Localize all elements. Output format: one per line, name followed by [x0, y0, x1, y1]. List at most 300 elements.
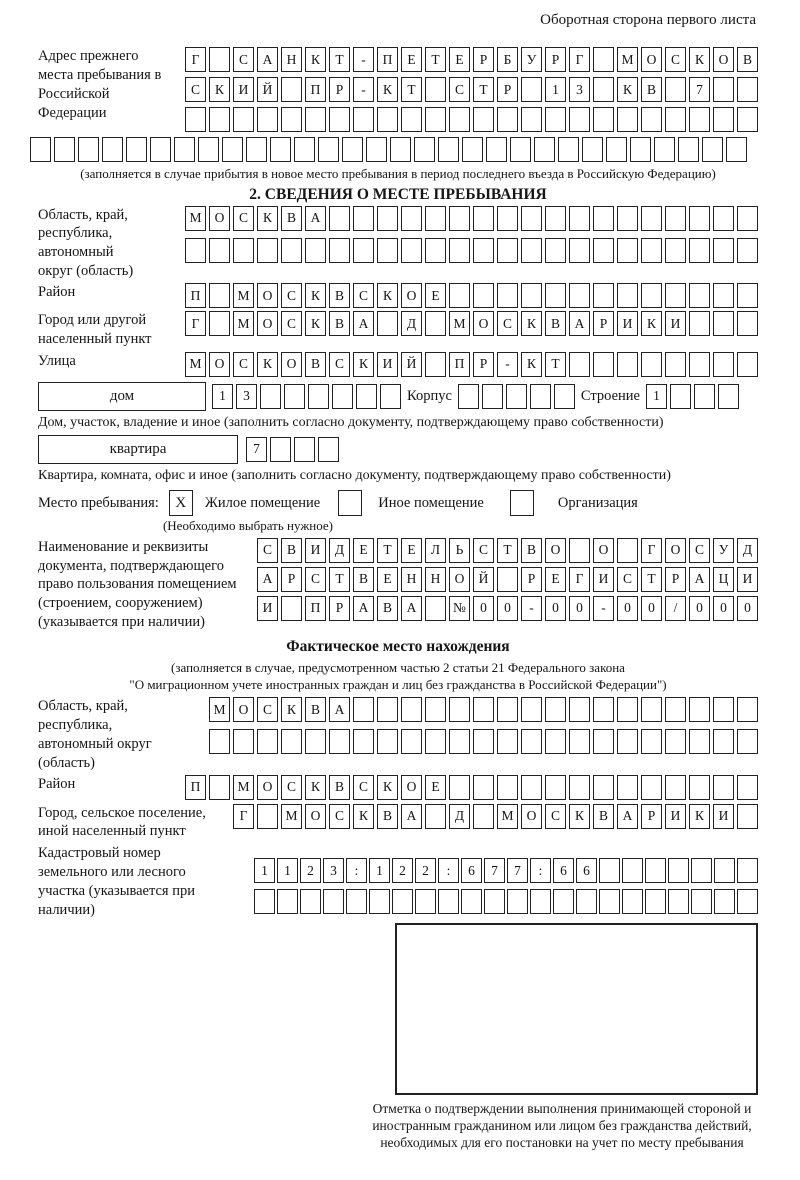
char-cell[interactable]: [308, 384, 329, 409]
char-cell[interactable]: [277, 889, 298, 914]
char-cell[interactable]: [284, 384, 305, 409]
char-cell[interactable]: [353, 729, 374, 754]
char-cell[interactable]: О: [305, 804, 326, 829]
char-cell[interactable]: [281, 107, 302, 132]
char-cell[interactable]: 3: [323, 858, 344, 883]
char-cell[interactable]: В: [521, 538, 542, 563]
char-cell[interactable]: [497, 206, 518, 231]
char-cell[interactable]: О: [641, 47, 662, 72]
char-cell[interactable]: [346, 889, 367, 914]
char-cell[interactable]: Н: [425, 567, 446, 592]
char-cell[interactable]: Ь: [449, 538, 470, 563]
char-cell[interactable]: [473, 238, 494, 263]
char-cell[interactable]: [737, 352, 758, 377]
char-cell[interactable]: М: [233, 775, 254, 800]
char-cell[interactable]: Г: [185, 311, 206, 336]
char-cell[interactable]: К: [521, 352, 542, 377]
char-cell[interactable]: [185, 107, 206, 132]
char-cell[interactable]: [689, 775, 710, 800]
char-cell[interactable]: [473, 283, 494, 308]
char-cell[interactable]: [630, 137, 651, 162]
char-cell[interactable]: [654, 137, 675, 162]
char-cell[interactable]: [718, 384, 739, 409]
char-cell[interactable]: [174, 137, 195, 162]
char-cell[interactable]: [270, 437, 291, 462]
char-cell[interactable]: О: [209, 206, 230, 231]
char-cell[interactable]: [691, 858, 712, 883]
char-cell[interactable]: [323, 889, 344, 914]
char-cell[interactable]: [521, 775, 542, 800]
char-cell[interactable]: [714, 889, 735, 914]
char-cell[interactable]: С: [233, 352, 254, 377]
char-cell[interactable]: С: [329, 804, 350, 829]
char-cell[interactable]: [617, 697, 638, 722]
char-cell[interactable]: [593, 729, 614, 754]
char-cell[interactable]: [473, 206, 494, 231]
char-cell[interactable]: С: [257, 538, 278, 563]
char-cell[interactable]: Й: [257, 77, 278, 102]
char-cell[interactable]: [222, 137, 243, 162]
char-cell[interactable]: И: [257, 596, 278, 621]
char-cell[interactable]: [377, 729, 398, 754]
char-cell[interactable]: 0: [689, 596, 710, 621]
char-cell[interactable]: [641, 775, 662, 800]
char-cell[interactable]: К: [353, 352, 374, 377]
char-cell[interactable]: В: [305, 697, 326, 722]
char-cell[interactable]: В: [737, 47, 758, 72]
char-cell[interactable]: С: [257, 697, 278, 722]
char-cell[interactable]: [246, 137, 267, 162]
char-cell[interactable]: [78, 137, 99, 162]
char-cell[interactable]: [713, 311, 734, 336]
char-cell[interactable]: [569, 775, 590, 800]
char-cell[interactable]: [617, 238, 638, 263]
char-cell[interactable]: О: [257, 311, 278, 336]
char-cell[interactable]: К: [281, 697, 302, 722]
char-cell[interactable]: М: [617, 47, 638, 72]
char-cell[interactable]: :: [530, 858, 551, 883]
char-cell[interactable]: [665, 238, 686, 263]
char-cell[interactable]: [377, 311, 398, 336]
char-cell[interactable]: [294, 437, 315, 462]
char-cell[interactable]: [449, 283, 470, 308]
char-cell[interactable]: №: [449, 596, 470, 621]
char-cell[interactable]: С: [617, 567, 638, 592]
char-cell[interactable]: В: [593, 804, 614, 829]
char-cell[interactable]: И: [665, 311, 686, 336]
char-cell[interactable]: [545, 775, 566, 800]
char-cell[interactable]: [461, 889, 482, 914]
char-cell[interactable]: [678, 137, 699, 162]
char-cell[interactable]: [569, 538, 590, 563]
char-cell[interactable]: [641, 107, 662, 132]
char-cell[interactable]: -: [497, 352, 518, 377]
char-cell[interactable]: О: [281, 352, 302, 377]
char-cell[interactable]: [150, 137, 171, 162]
char-cell[interactable]: [233, 107, 254, 132]
char-cell[interactable]: [473, 729, 494, 754]
char-cell[interactable]: [401, 697, 422, 722]
char-cell[interactable]: О: [209, 352, 230, 377]
char-cell[interactable]: Д: [329, 538, 350, 563]
char-cell[interactable]: М: [281, 804, 302, 829]
char-cell[interactable]: [356, 384, 377, 409]
char-cell[interactable]: [392, 889, 413, 914]
char-cell[interactable]: [641, 352, 662, 377]
char-cell[interactable]: [569, 283, 590, 308]
char-cell[interactable]: [689, 107, 710, 132]
char-cell[interactable]: В: [329, 311, 350, 336]
char-cell[interactable]: С: [233, 206, 254, 231]
char-cell[interactable]: С: [281, 311, 302, 336]
char-cell[interactable]: Г: [233, 804, 254, 829]
char-cell[interactable]: К: [689, 47, 710, 72]
char-cell[interactable]: 2: [415, 858, 436, 883]
char-cell[interactable]: Р: [593, 311, 614, 336]
char-cell[interactable]: О: [449, 567, 470, 592]
char-cell[interactable]: 2: [392, 858, 413, 883]
char-cell[interactable]: [353, 238, 374, 263]
char-cell[interactable]: О: [593, 538, 614, 563]
char-cell[interactable]: [689, 311, 710, 336]
char-cell[interactable]: [713, 238, 734, 263]
char-cell[interactable]: [449, 729, 470, 754]
char-cell[interactable]: В: [377, 596, 398, 621]
char-cell[interactable]: [281, 238, 302, 263]
char-cell[interactable]: -: [521, 596, 542, 621]
char-cell[interactable]: А: [305, 206, 326, 231]
char-cell[interactable]: К: [305, 311, 326, 336]
char-cell[interactable]: [377, 206, 398, 231]
char-cell[interactable]: С: [689, 538, 710, 563]
char-cell[interactable]: [689, 352, 710, 377]
char-cell[interactable]: [689, 283, 710, 308]
char-cell[interactable]: [305, 729, 326, 754]
char-cell[interactable]: [209, 107, 230, 132]
char-cell[interactable]: Е: [425, 283, 446, 308]
char-cell[interactable]: Р: [641, 804, 662, 829]
char-cell[interactable]: 1: [212, 384, 233, 409]
char-cell[interactable]: П: [185, 283, 206, 308]
char-cell[interactable]: Б: [497, 47, 518, 72]
char-cell[interactable]: 0: [569, 596, 590, 621]
char-cell[interactable]: Г: [185, 47, 206, 72]
char-cell[interactable]: [329, 238, 350, 263]
char-cell[interactable]: В: [329, 775, 350, 800]
char-cell[interactable]: Р: [521, 567, 542, 592]
char-cell[interactable]: Р: [665, 567, 686, 592]
char-cell[interactable]: [641, 697, 662, 722]
char-cell[interactable]: [318, 137, 339, 162]
char-cell[interactable]: [209, 729, 230, 754]
char-cell[interactable]: Г: [569, 47, 590, 72]
char-cell[interactable]: О: [473, 311, 494, 336]
char-cell[interactable]: [497, 729, 518, 754]
char-cell[interactable]: [617, 206, 638, 231]
char-cell[interactable]: [257, 729, 278, 754]
char-cell[interactable]: -: [353, 47, 374, 72]
char-cell[interactable]: 6: [576, 858, 597, 883]
char-cell[interactable]: П: [305, 77, 326, 102]
char-cell[interactable]: И: [593, 567, 614, 592]
char-cell[interactable]: [553, 889, 574, 914]
char-cell[interactable]: [425, 77, 446, 102]
char-cell[interactable]: [449, 238, 470, 263]
char-cell[interactable]: К: [209, 77, 230, 102]
char-cell[interactable]: [401, 238, 422, 263]
char-cell[interactable]: [737, 77, 758, 102]
checkbox-residential[interactable]: X: [169, 490, 193, 516]
char-cell[interactable]: [521, 206, 542, 231]
char-cell[interactable]: [737, 729, 758, 754]
char-cell[interactable]: В: [281, 206, 302, 231]
char-cell[interactable]: [425, 697, 446, 722]
char-cell[interactable]: В: [281, 538, 302, 563]
char-cell[interactable]: В: [545, 311, 566, 336]
char-cell[interactable]: К: [257, 352, 278, 377]
char-cell[interactable]: [209, 47, 230, 72]
char-cell[interactable]: [473, 775, 494, 800]
char-cell[interactable]: [593, 206, 614, 231]
char-cell[interactable]: [713, 775, 734, 800]
char-cell[interactable]: [449, 206, 470, 231]
char-cell[interactable]: И: [233, 77, 254, 102]
char-cell[interactable]: [737, 858, 758, 883]
char-cell[interactable]: [521, 238, 542, 263]
char-cell[interactable]: [530, 889, 551, 914]
char-cell[interactable]: [521, 77, 542, 102]
char-cell[interactable]: М: [209, 697, 230, 722]
char-cell[interactable]: [737, 311, 758, 336]
checkbox-organization[interactable]: [510, 490, 534, 516]
char-cell[interactable]: В: [329, 283, 350, 308]
char-cell[interactable]: [606, 137, 627, 162]
char-cell[interactable]: [617, 538, 638, 563]
char-cell[interactable]: [665, 206, 686, 231]
char-cell[interactable]: М: [449, 311, 470, 336]
char-cell[interactable]: 0: [641, 596, 662, 621]
char-cell[interactable]: [617, 107, 638, 132]
char-cell[interactable]: С: [449, 77, 470, 102]
char-cell[interactable]: [353, 206, 374, 231]
char-cell[interactable]: И: [665, 804, 686, 829]
char-cell[interactable]: [545, 206, 566, 231]
char-cell[interactable]: 0: [617, 596, 638, 621]
char-cell[interactable]: [257, 238, 278, 263]
char-cell[interactable]: [665, 352, 686, 377]
char-cell[interactable]: 7: [484, 858, 505, 883]
char-cell[interactable]: [486, 137, 507, 162]
char-cell[interactable]: Р: [545, 47, 566, 72]
char-cell[interactable]: [713, 283, 734, 308]
char-cell[interactable]: А: [329, 697, 350, 722]
char-cell[interactable]: [713, 77, 734, 102]
char-cell[interactable]: [737, 206, 758, 231]
char-cell[interactable]: [737, 697, 758, 722]
char-cell[interactable]: Г: [569, 567, 590, 592]
char-cell[interactable]: Ц: [713, 567, 734, 592]
char-cell[interactable]: О: [257, 283, 278, 308]
char-cell[interactable]: [694, 384, 715, 409]
char-cell[interactable]: [689, 206, 710, 231]
char-cell[interactable]: [401, 729, 422, 754]
char-cell[interactable]: И: [617, 311, 638, 336]
char-cell[interactable]: [497, 107, 518, 132]
char-cell[interactable]: [545, 107, 566, 132]
char-cell[interactable]: К: [689, 804, 710, 829]
char-cell[interactable]: П: [185, 775, 206, 800]
checkbox-other-premises[interactable]: [338, 490, 362, 516]
char-cell[interactable]: [415, 889, 436, 914]
char-cell[interactable]: 1: [369, 858, 390, 883]
char-cell[interactable]: Т: [545, 352, 566, 377]
char-cell[interactable]: [569, 238, 590, 263]
char-cell[interactable]: С: [665, 47, 686, 72]
char-cell[interactable]: К: [305, 283, 326, 308]
char-cell[interactable]: С: [185, 77, 206, 102]
char-cell[interactable]: С: [305, 567, 326, 592]
char-cell[interactable]: [260, 384, 281, 409]
char-cell[interactable]: [569, 107, 590, 132]
char-cell[interactable]: [497, 775, 518, 800]
char-cell[interactable]: 3: [569, 77, 590, 102]
char-cell[interactable]: Е: [401, 47, 422, 72]
char-cell[interactable]: [668, 858, 689, 883]
char-cell[interactable]: [401, 107, 422, 132]
char-cell[interactable]: Г: [641, 538, 662, 563]
char-cell[interactable]: [617, 352, 638, 377]
char-cell[interactable]: [737, 889, 758, 914]
char-cell[interactable]: [300, 889, 321, 914]
char-cell[interactable]: О: [545, 538, 566, 563]
char-cell[interactable]: С: [353, 283, 374, 308]
char-cell[interactable]: [521, 729, 542, 754]
char-cell[interactable]: [713, 729, 734, 754]
char-cell[interactable]: А: [401, 596, 422, 621]
char-cell[interactable]: [281, 77, 302, 102]
char-cell[interactable]: С: [473, 538, 494, 563]
char-cell[interactable]: 7: [507, 858, 528, 883]
char-cell[interactable]: [599, 858, 620, 883]
char-cell[interactable]: [713, 352, 734, 377]
char-cell[interactable]: Н: [281, 47, 302, 72]
char-cell[interactable]: А: [401, 804, 422, 829]
char-cell[interactable]: М: [185, 206, 206, 231]
char-cell[interactable]: [521, 697, 542, 722]
char-cell[interactable]: [593, 697, 614, 722]
char-cell[interactable]: [737, 238, 758, 263]
char-cell[interactable]: [641, 238, 662, 263]
char-cell[interactable]: [198, 137, 219, 162]
char-cell[interactable]: Т: [473, 77, 494, 102]
char-cell[interactable]: Е: [449, 47, 470, 72]
char-cell[interactable]: Т: [401, 77, 422, 102]
char-cell[interactable]: У: [521, 47, 542, 72]
char-cell[interactable]: [209, 238, 230, 263]
char-cell[interactable]: Р: [329, 77, 350, 102]
char-cell[interactable]: [506, 384, 527, 409]
char-cell[interactable]: А: [257, 567, 278, 592]
char-cell[interactable]: С: [329, 352, 350, 377]
char-cell[interactable]: Т: [425, 47, 446, 72]
char-cell[interactable]: [332, 384, 353, 409]
char-cell[interactable]: [329, 206, 350, 231]
char-cell[interactable]: 0: [545, 596, 566, 621]
char-cell[interactable]: [545, 697, 566, 722]
char-cell[interactable]: И: [737, 567, 758, 592]
char-cell[interactable]: [558, 137, 579, 162]
char-cell[interactable]: Т: [329, 567, 350, 592]
char-cell[interactable]: [569, 729, 590, 754]
char-cell[interactable]: [473, 697, 494, 722]
char-cell[interactable]: [593, 352, 614, 377]
char-cell[interactable]: [576, 889, 597, 914]
char-cell[interactable]: Т: [641, 567, 662, 592]
char-cell[interactable]: В: [353, 567, 374, 592]
char-cell[interactable]: М: [497, 804, 518, 829]
char-cell[interactable]: [530, 384, 551, 409]
char-cell[interactable]: Р: [473, 352, 494, 377]
char-cell[interactable]: 2: [300, 858, 321, 883]
char-cell[interactable]: [737, 107, 758, 132]
char-cell[interactable]: 0: [473, 596, 494, 621]
char-cell[interactable]: А: [689, 567, 710, 592]
char-cell[interactable]: [713, 697, 734, 722]
char-cell[interactable]: И: [305, 538, 326, 563]
char-cell[interactable]: [668, 889, 689, 914]
char-cell[interactable]: К: [521, 311, 542, 336]
char-cell[interactable]: [689, 238, 710, 263]
char-cell[interactable]: [593, 238, 614, 263]
char-cell[interactable]: [497, 697, 518, 722]
char-cell[interactable]: С: [497, 311, 518, 336]
char-cell[interactable]: [593, 47, 614, 72]
char-cell[interactable]: [281, 596, 302, 621]
char-cell[interactable]: У: [713, 538, 734, 563]
char-cell[interactable]: О: [713, 47, 734, 72]
char-cell[interactable]: [599, 889, 620, 914]
char-cell[interactable]: [185, 238, 206, 263]
char-cell[interactable]: [30, 137, 51, 162]
char-cell[interactable]: [342, 137, 363, 162]
char-cell[interactable]: [617, 775, 638, 800]
char-cell[interactable]: Р: [497, 77, 518, 102]
char-cell[interactable]: 0: [497, 596, 518, 621]
char-cell[interactable]: П: [377, 47, 398, 72]
char-cell[interactable]: О: [233, 697, 254, 722]
char-cell[interactable]: [318, 437, 339, 462]
char-cell[interactable]: 1: [277, 858, 298, 883]
char-cell[interactable]: П: [449, 352, 470, 377]
char-cell[interactable]: А: [617, 804, 638, 829]
char-cell[interactable]: [622, 858, 643, 883]
char-cell[interactable]: [473, 107, 494, 132]
char-cell[interactable]: В: [305, 352, 326, 377]
char-cell[interactable]: [366, 137, 387, 162]
char-cell[interactable]: М: [185, 352, 206, 377]
char-cell[interactable]: [713, 107, 734, 132]
char-cell[interactable]: Т: [329, 47, 350, 72]
char-cell[interactable]: [545, 283, 566, 308]
char-cell[interactable]: Т: [497, 538, 518, 563]
char-cell[interactable]: [425, 107, 446, 132]
char-cell[interactable]: [497, 238, 518, 263]
char-cell[interactable]: [645, 858, 666, 883]
char-cell[interactable]: [665, 697, 686, 722]
char-cell[interactable]: [665, 283, 686, 308]
char-cell[interactable]: К: [377, 775, 398, 800]
char-cell[interactable]: [691, 889, 712, 914]
